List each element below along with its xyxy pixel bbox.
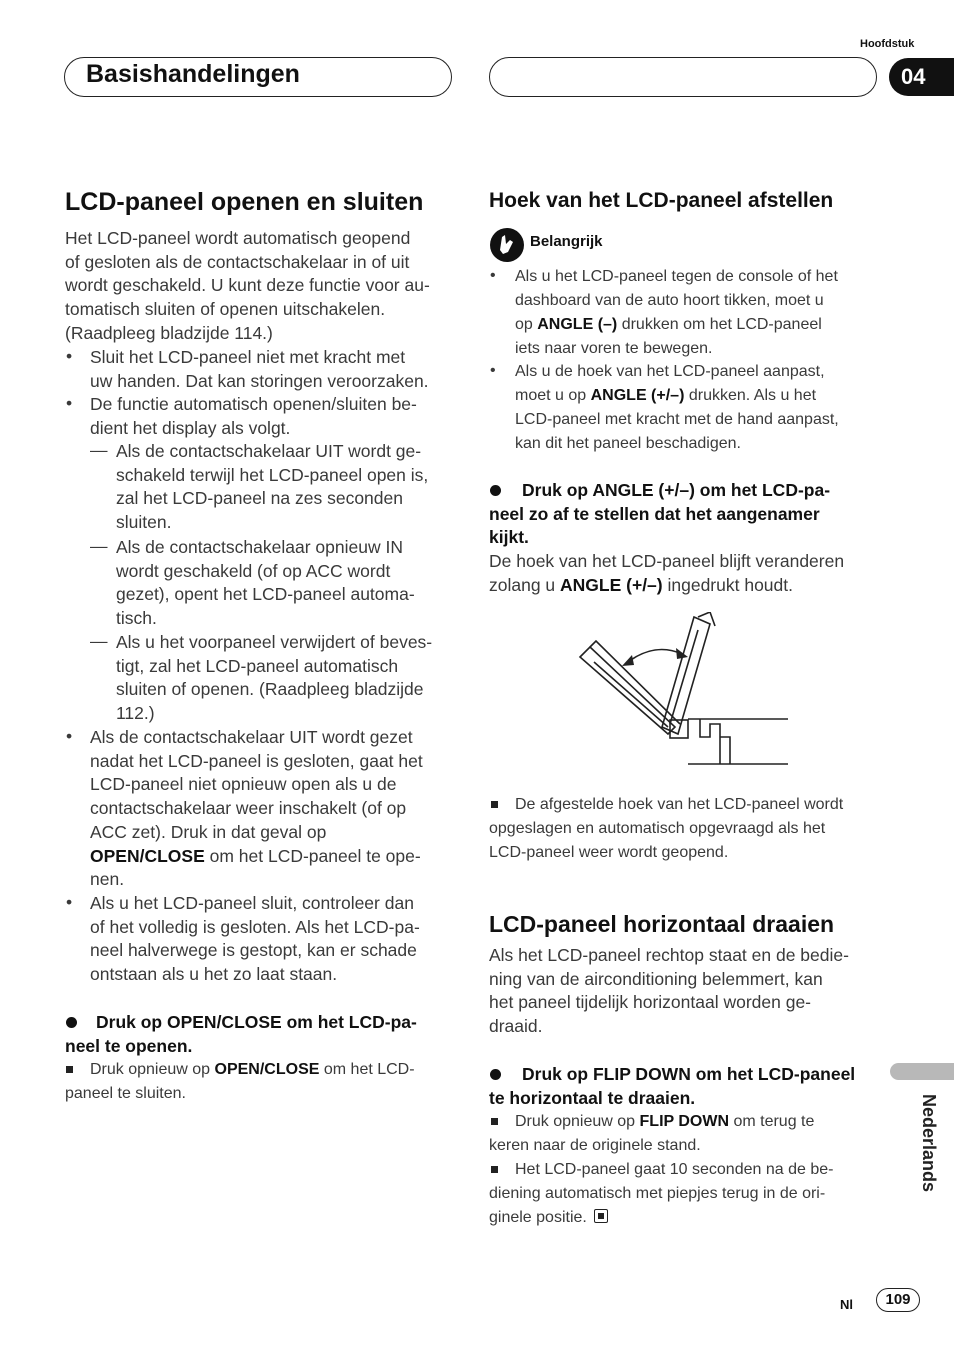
hand-pointer-icon: [490, 228, 524, 262]
header-empty-frame: [489, 57, 877, 97]
dash-mark: —: [90, 440, 108, 460]
right-note-1: De afgestelde hoek van het LCD-paneel wordt opgeslagen en automatisch opgevraagd als het LCD-paneel weer wordt geopend.: [489, 796, 844, 861]
important-label: Belangrijk: [530, 233, 603, 250]
language-tab: Nederlands: [919, 1094, 939, 1193]
bullet-mark: •: [66, 393, 73, 413]
bullet-mark: •: [490, 267, 496, 284]
bullet-mark: •: [66, 726, 73, 746]
left-intro: Het LCD-paneel wordt automatisch geopend of gesloten als de contactschakelaar in of uit wordt geschakeld. U kunt deze functie voor au- tomatisch sluiten of openen uitschakelen. (Raadpleeg bladzijde 114.): [65, 228, 430, 343]
lcd-angle-diagram: [570, 612, 795, 772]
bullet-mark: •: [66, 892, 73, 912]
right-step-flip: Druk op FLIP DOWN om het LCD-paneel te horizontaal te draaien.: [489, 1064, 856, 1108]
page-number: 109: [876, 1288, 920, 1312]
end-mark-icon: [594, 1209, 608, 1223]
language-tab-marker: [890, 1063, 954, 1080]
chapter-label: Hoofdstuk: [860, 38, 915, 50]
dash-mark: —: [90, 536, 108, 556]
section-title: Basishandelingen: [86, 60, 300, 88]
chapter-badge: 04: [889, 58, 954, 96]
left-bullet-2: De functie automatisch openen/sluiten be- dient het display als volgt.: [90, 394, 417, 438]
left-step: Druk op OPEN/CLOSE om het LCD-pa- neel te openen.: [65, 1012, 417, 1056]
left-dash-3: Als u het voorpaneel verwijdert of beves- tigt, zal het LCD-paneel automatisch sluiten of openen. (Raadpleeg bladzijde 112.): [116, 632, 433, 724]
dash-mark: —: [90, 631, 108, 651]
bullet-mark: •: [490, 362, 496, 379]
left-bullet-3: Als de contactschakelaar UIT wordt gezet nadat het LCD-paneel is gesloten, gaat het LCD-paneel niet opnieuw open als u de contactschakelaar weer inschakelt (of op ACC zet). Druk in dat geval op OPEN/CLOSE om het LCD-paneel te ope- nen.: [90, 727, 423, 890]
language-code: Nl: [840, 1297, 853, 1312]
right-step-angle: Druk op ANGLE (+/–) om het LCD-pa- neel zo af te stellen dat het aangenamer kijkt.: [489, 480, 831, 548]
important-item-2: Als u de hoek van het LCD-paneel aanpast, moet u op ANGLE (+/–) drukken. Als u het LCD-paneel met kracht met de hand aanpast, kan dit het paneel beschadigen.: [515, 363, 839, 452]
right-note-2: Druk opnieuw op FLIP DOWN om terug te keren naar de originele stand.: [489, 1113, 815, 1154]
right-flip-body: Als het LCD-paneel rechtop staat en de bedie- ning van de airconditioning belemmert, kan het paneel tijdelijk horizontaal worden ge- draaid.: [489, 945, 849, 1037]
bullet-mark: •: [66, 346, 73, 366]
right-note-3: Het LCD-paneel gaat 10 seconden na de be- diening automatisch met piepjes terug in de ori- ginele positie.: [489, 1161, 834, 1226]
left-heading: LCD-paneel openen en sluiten: [65, 188, 424, 216]
left-dash-2: Als de contactschakelaar opnieuw IN wordt geschakeld (of op ACC wordt gezet), opent het LCD-paneel automa- tisch.: [116, 537, 415, 629]
right-step-angle-body: De hoek van het LCD-paneel blijft veranderen zolang u ANGLE (+/–) ingedrukt houdt.: [489, 551, 845, 595]
left-note: Druk opnieuw op OPEN/CLOSE om het LCD- paneel te sluiten.: [65, 1061, 415, 1102]
right-heading-flip: LCD-paneel horizontaal draaien: [489, 911, 835, 937]
important-item-1: Als u het LCD-paneel tegen de console of het dashboard van de auto hoort tikken, moet u op ANGLE (–) drukken om het LCD-paneel iets naar voren te bewegen.: [515, 268, 838, 357]
left-dash-1: Als de contactschakelaar UIT wordt ge- schakeld terwijl het LCD-paneel open is, zal het LCD-paneel na zes seconden sluiten.: [116, 441, 429, 533]
left-bullet-1: Sluit het LCD-paneel niet met kracht met uw handen. Dat kan storingen veroorzaken.: [90, 347, 429, 391]
right-heading-angle: Hoek van het LCD-paneel afstellen: [489, 189, 834, 212]
left-bullet-4: Als u het LCD-paneel sluit, controleer dan of het volledig is gesloten. Als het LCD-pa- neel halverwege is gestopt, kan er schade ontstaan als u het zo laat staan.: [90, 893, 420, 985]
